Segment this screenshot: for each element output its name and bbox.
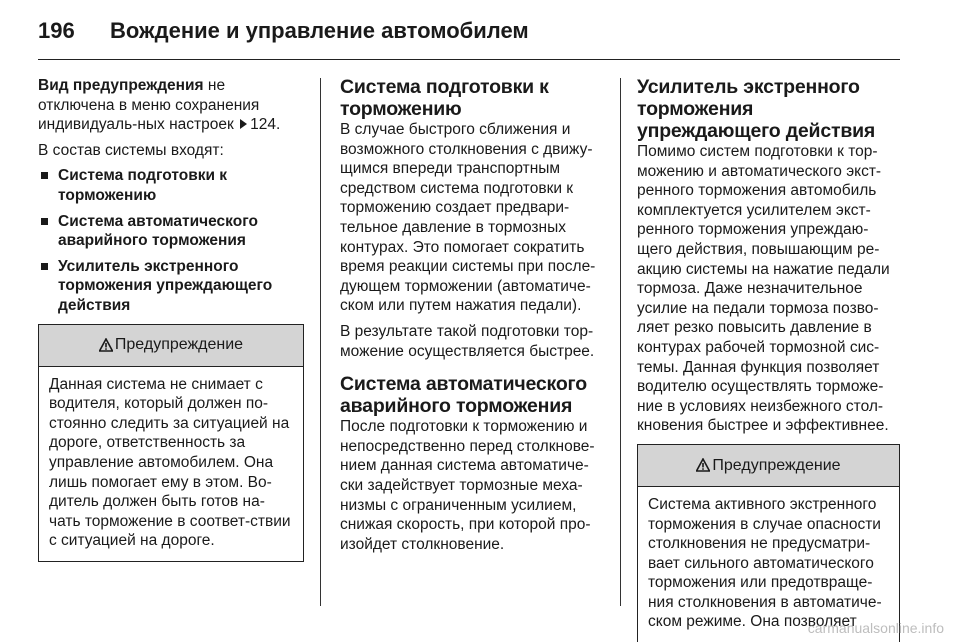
- column-middle: [340, 76, 602, 560]
- arrow-right-icon: [240, 119, 247, 129]
- section-heading: Система автоматического аварийного торможения: [340, 373, 587, 418]
- warning-header: [638, 445, 899, 487]
- page-number: 196: [38, 18, 75, 43]
- warning-title: Предупреждение: [114, 336, 244, 354]
- column-divider: [620, 78, 621, 606]
- list-item: [38, 166, 304, 205]
- watermark: carmanualsonline.info: [807, 620, 944, 636]
- page-header: [38, 10, 898, 50]
- square-bullet-icon: [41, 172, 48, 179]
- intro-paragraph: [38, 76, 304, 135]
- list-item: [38, 212, 304, 251]
- paragraph: В случае быстрого сближения и возможного столкновения с движу-щимся впереди транспортным средством система подготовки к торможению создает предвари-тельное давление в тормозных контурах. Это помогает сократить время реакции системы при после-дующем торможении (автоматиче-ском или путем нажатия педали).: [340, 121, 596, 315]
- list-item-label: Усилитель экстренного торможения упреждающего действия: [58, 257, 273, 314]
- warning-text: Система активного экстренного торможения в случае опасности столкновения не предусматри-вает сильного автоматического торможения или предотвраще-ния столкновения в автоматиче-ском режиме. Она позволяет: [648, 495, 882, 631]
- section-heading: Система подготовки к торможению: [340, 76, 549, 120]
- warning-text: Данная система не снимает с водителя, который должен по-стоянно следить за ситуацией на дороге, ответственность за управление автомобилем. Она лишь помогает ему в этом. Во-дитель должен быть готов на-чать торможение в соответ-ствии с ситуацией на дороге.: [49, 375, 291, 550]
- square-bullet-icon: [41, 263, 48, 270]
- list-item-label: Система подготовки к торможению: [58, 167, 228, 204]
- column-right: [637, 76, 900, 642]
- warning-triangle-icon: [99, 338, 113, 352]
- warning-box: [38, 324, 304, 562]
- components-intro: В состав системы входят:: [38, 141, 224, 159]
- page-title: Вождение и управление автомобилем: [110, 18, 529, 43]
- list-item: [38, 257, 304, 316]
- list-item-label: Система автоматического аварийного торможения: [58, 212, 258, 250]
- intro-bold-term: Вид предупреждения: [38, 77, 204, 94]
- components-list: [38, 166, 304, 315]
- section-heading: Усилитель экстренного торможения упреждающего действия: [637, 76, 876, 142]
- paragraph: В результате такой подготовки тор-можение осуществляется быстрее.: [340, 322, 595, 360]
- page-reference[interactable]: 124.: [250, 116, 281, 134]
- paragraph: После подготовки к торможению и непосредственно перед столкнове-нием данная система автоматиче-ски задействует тормозные меха-низмы с ограниченным усилием, снижая скорость, при которой про-изойдет столкновение.: [340, 418, 595, 553]
- warning-title: Предупреждение: [712, 456, 841, 474]
- header-divider: [38, 59, 900, 60]
- intro-text: не отключена в меню сохранения индивидуаль-ных настроек: [38, 77, 260, 134]
- paragraph: Помимо систем подготовки к тор-можению и автоматического экст-ренного торможения автомобиль комплектуется усилителем экст-ренного торможения упреждаю-щего действия, повышающим ре-акцию системы на нажатие педали тормоза. Даже незначительное усилие на педали тормоза позво-ляет резко повысить давление в контурах рабочей тормозной сис-темы. Данная функция позволяет водителю осуществлять торможе-ние в условиях неизбежного стол-кновения быстрее и эффективнее.: [637, 143, 890, 435]
- square-bullet-icon: [41, 218, 48, 225]
- warning-header: [39, 325, 303, 367]
- warning-triangle-icon: [696, 458, 710, 472]
- warning-box: [637, 444, 900, 642]
- column-left: [38, 76, 304, 562]
- column-divider: [320, 78, 321, 606]
